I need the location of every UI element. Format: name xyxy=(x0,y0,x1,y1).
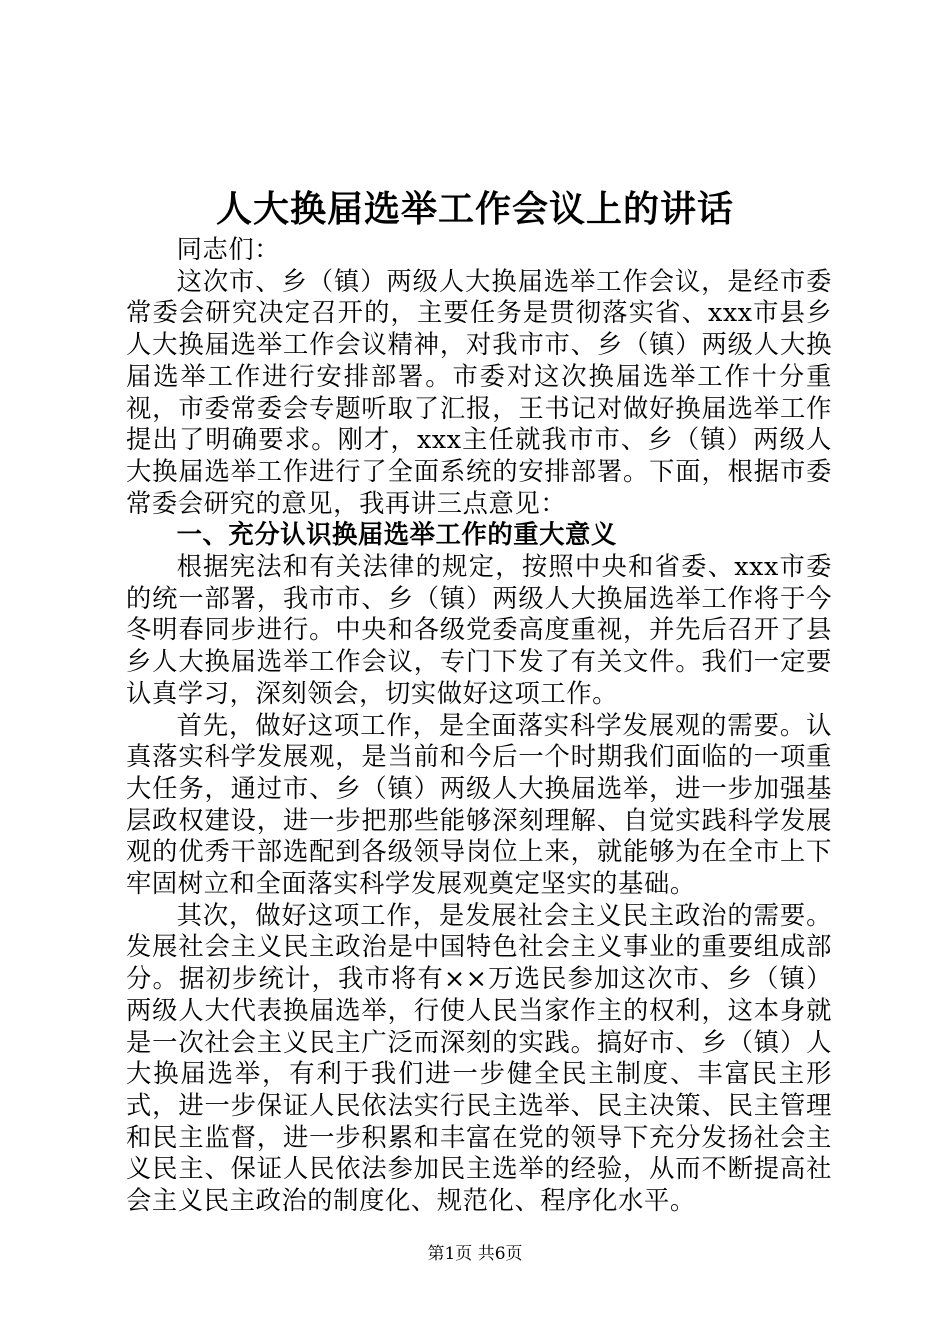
section-heading: 一、充分认识换届选举工作的重大意义 xyxy=(176,519,617,550)
document-body xyxy=(126,234,832,1217)
intro-paragraph: 这次市、乡（镇）两级人大换届选举工作会议，是经市委常委会研究决定召开的，主要任务是贯彻落实省、xxx市县乡人大换届选举工作会议精神，对我市市、乡（镇）两级人大换届选举工作进行安排部署。市委对这次换届选举工作十分重视，市委常委会专题听取了汇报，王书记对做好换届选举工作提出了明确要求。刚才，xxx主任就我市市、乡（镇）两级人大换届选举工作进行了全面系统的安排部署。下面，根据市委常委会研究的意见，我再讲三点意见： xyxy=(126,266,832,518)
body-paragraph: 根据宪法和有关法律的规定，按照中央和省委、xxx市委的统一部署，我市市、乡（镇）两级人大换届选举工作将于今冬明春同步进行。中央和各级党委高度重视，并先后召开了县乡人大换届选举工作会议，专门下发了有关文件。我们一定要认真学习，深刻领会，切实做好这项工作。 xyxy=(126,552,832,708)
body-paragraph: 首先，做好这项工作，是全面落实科学发展观的需要。认真落实科学发展观，是当前和今后一个时期我们面临的一项重大任务，通过市、乡（镇）两级人大换届选举，进一步加强基层政权建设，进一步把那些能够深刻理解、自觉实践科学发展观的优秀干部选配到各级领导岗位上来，就能够为在全市上下牢固树立和全面落实科学发展观奠定坚实的基础。 xyxy=(126,710,832,899)
page-number-footer: 第1页 共6页 xyxy=(427,1244,523,1264)
document-title: 人大换届选举工作会议上的讲话 xyxy=(215,188,734,230)
salutation: 同志们： xyxy=(176,235,281,264)
body-paragraph: 其次，做好这项工作，是发展社会主义民主政治的需要。发展社会主义民主政治是中国特色社会主义事业的重要组成部分。据初步统计，我市将有××万选民参加这次市、乡（镇）两级人大代表换届选举，行使人民当家作主的权利，这本身就是一次社会主义民主广泛而深刻的实践。搞好市、乡（镇）人大换届选举，有利于我们进一步健全民主制度、丰富民主形式，进一步保证人民依法实行民主选举、民主决策、民主管理和民主监督，进一步积累和丰富在党的领导下充分发扬社会主义民主、保证人民依法参加民主选举的经验，从而不断提高社会主义民主政治的制度化、规范化、程序化水平。 xyxy=(126,900,832,1216)
